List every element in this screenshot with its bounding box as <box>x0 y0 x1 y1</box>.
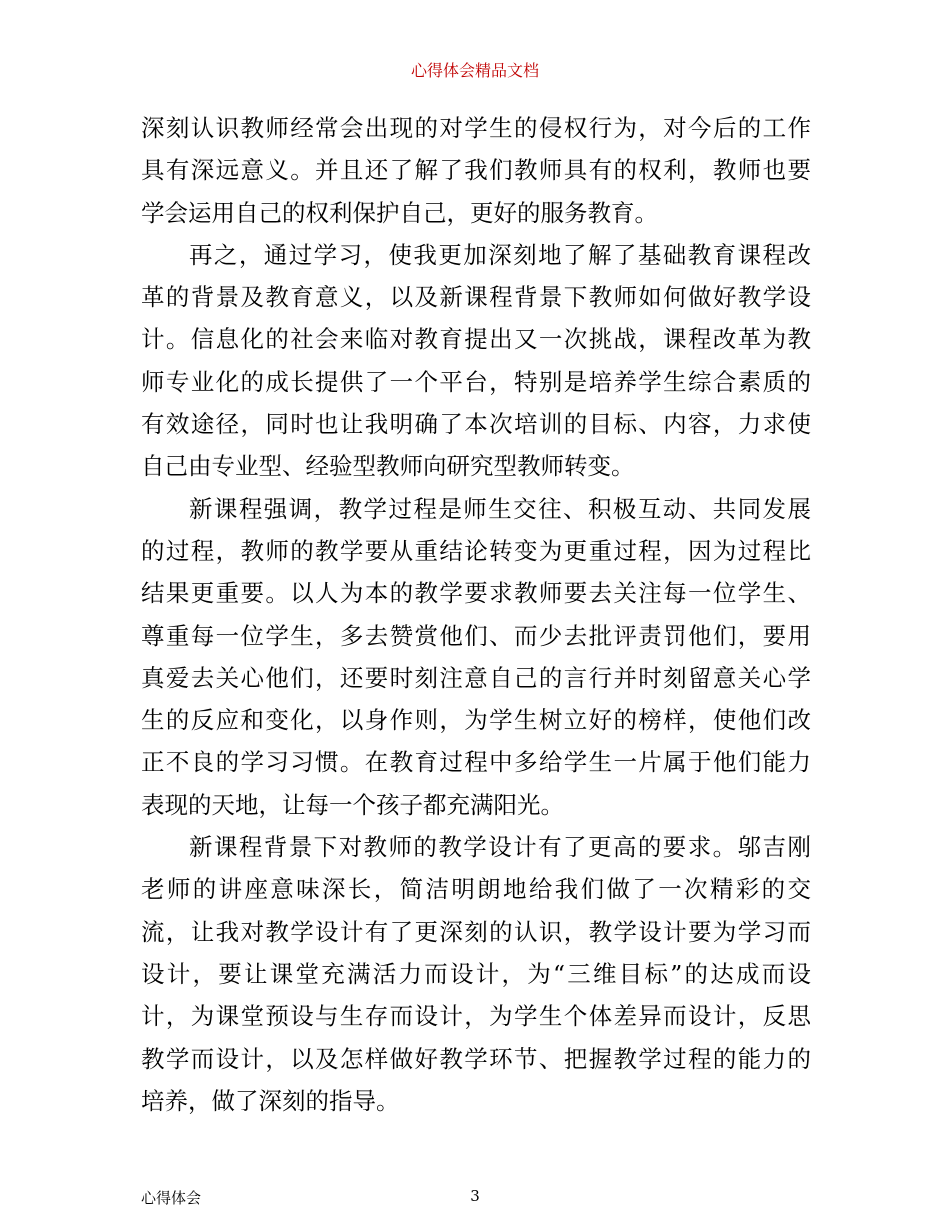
text-line: 具有深远意义。并且还了解了我们教师具有的权利，教师也要 <box>141 156 811 185</box>
text-line: 生的反应和变化，以身作则，为学生树立好的榜样，使他们改 <box>141 706 811 735</box>
page-number: 3 <box>470 1187 480 1205</box>
text-line: 计，为课堂预设与生存而设计，为学生个体差异而设计，反思 <box>141 1002 811 1031</box>
text-line: 有效途径，同时也让我明确了本次培训的目标、内容，力求使 <box>141 410 811 439</box>
page-header-title: 心得体会精品文档 <box>410 61 539 80</box>
text-line: 再之，通过学习，使我更加深刻地了解了基础教育课程改 <box>189 240 811 269</box>
text-line: 正不良的学习习惯。在教育过程中多给学生一片属于他们能力 <box>141 748 811 777</box>
text-line: 新课程背景下对教师的教学设计有了更高的要求。邬吉刚 <box>189 833 811 862</box>
text-line: 深刻认识教师经常会出现的对学生的侵权行为，对今后的工作 <box>141 114 811 142</box>
text-line: 新课程强调，教学过程是师生交往、积极互动、共同发展 <box>189 494 811 523</box>
document-body <box>141 107 811 1122</box>
text-line: 革的背景及教育意义，以及新课程背景下教师如何做好教学设 <box>141 283 811 312</box>
text-line: 老师的讲座意味深长，简洁明朗地给我们做了一次精彩的交 <box>141 875 811 904</box>
text-line: 真爱去关心他们，还要时刻注意自己的言行并时刻留意关心学 <box>141 663 811 692</box>
footer-label: 心得体会 <box>141 1189 202 1207</box>
text-line: 尊重每一位学生，多去赞赏他们、而少去批评责罚他们，要用 <box>141 621 811 650</box>
text-line: 计。信息化的社会来临对教育提出又一次挑战，课程改革为教 <box>141 325 811 354</box>
text-line: 流，让我对教学设计有了更深刻的认识，教学设计要为学习而 <box>141 917 811 946</box>
text-line: 培养，做了深刻的指导。 <box>141 1086 400 1115</box>
text-line: 结果更重要。以人为本的教学要求教师要去关注每一位学生、 <box>141 579 811 608</box>
text-line: 表现的天地，让每一个孩子都充满阳光。 <box>141 790 564 819</box>
text-line: 的过程，教师的教学要从重结论转变为更重过程，因为过程比 <box>141 536 811 565</box>
text-line: 教学而设计，以及怎样做好教学环节、把握教学过程的能力的 <box>141 1044 811 1073</box>
text-line: 师专业化的成长提供了一个平台，特别是培养学生综合素质的 <box>141 367 811 396</box>
text-line: 自己由专业型、经验型教师向研究型教师转变。 <box>141 452 635 481</box>
text-line: 学会运用自己的权利保护自己，更好的服务教育。 <box>141 198 658 227</box>
text-line: 设计，要让课堂充满活力而设计，为“三维目标”的达成而设 <box>141 959 811 988</box>
